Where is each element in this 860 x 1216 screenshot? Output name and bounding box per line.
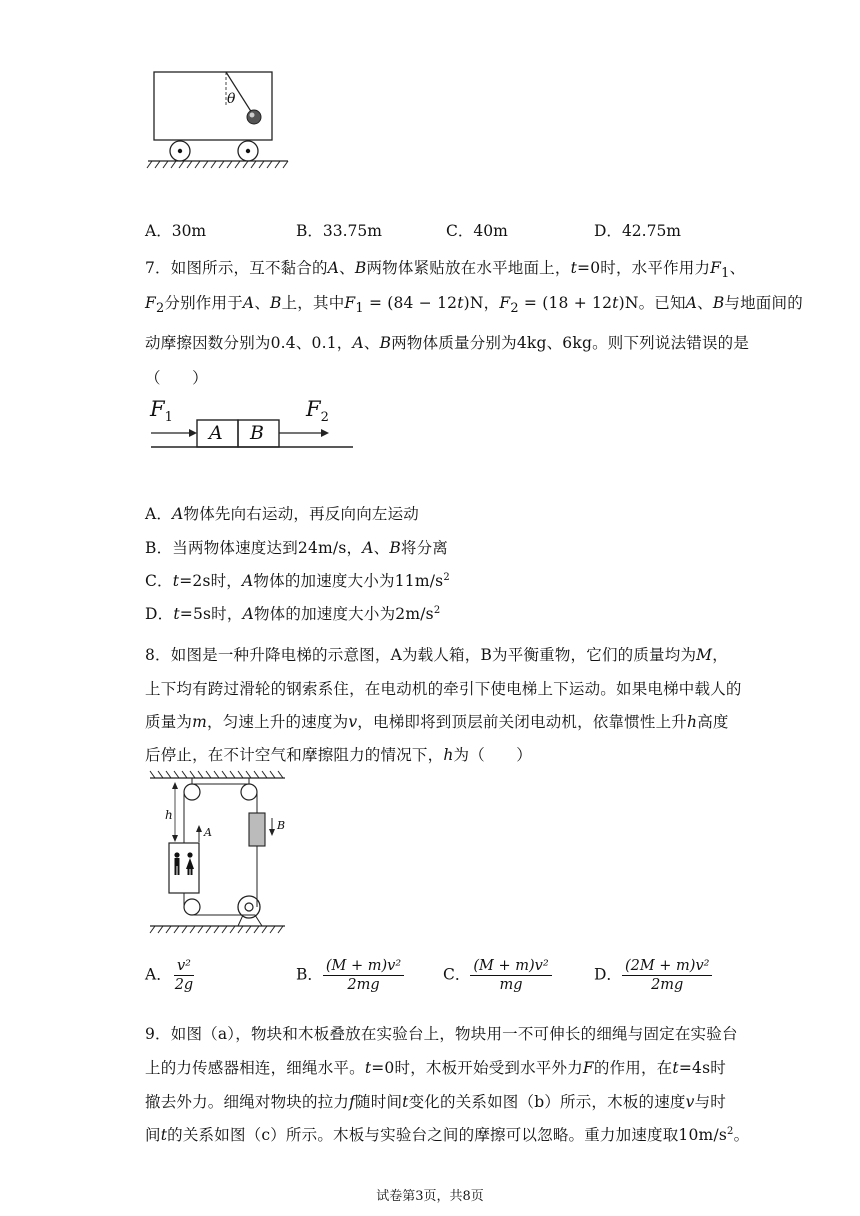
q7-answer-blank: （ ） xyxy=(145,369,208,387)
q8-option-a[interactable]: A． $\frac{\text{v²}}{2g}$ xyxy=(145,958,194,993)
q6-option-d[interactable]: D．42.75m xyxy=(594,222,682,240)
q7-option-a[interactable]: A．A物体先向右运动，再反向向左运动 xyxy=(145,505,420,523)
q9-stem-line-3: 撤去外力。细绳对物块的拉力f随时间t变化的关系如图（b）所示，木板的速度v与时 xyxy=(145,1093,726,1111)
f1-label: $F_1$ xyxy=(150,397,173,426)
page-footer: 试卷第3页，共8页 xyxy=(376,1189,484,1204)
block-b-label: B xyxy=(250,422,264,444)
cart-pendulum-figure xyxy=(140,65,300,175)
elevator-figure xyxy=(145,770,305,940)
q8-stem-line-1: 8．如图是一种升降电梯的示意图，A为载人箱，B为平衡重物，它们的质量均为M， xyxy=(145,646,728,664)
elevator-a-label: A xyxy=(204,826,212,839)
q8-stem-line-2: 上下均有跨过滑轮的钢索系住，在电动机的牵引下使电梯上下运动。如果电梯中载人的 xyxy=(145,680,742,698)
q7-stem-line-3: 动摩擦因数分别为0.4、0.1，A、B两物体质量分别为4kg、6kg。则下列说法错误的是 xyxy=(145,334,750,352)
q7-option-b[interactable]: B．当两物体速度达到24m/s，A、B将分离 xyxy=(145,539,449,557)
q8-option-d[interactable]: D． $\frac{\text{(2M + m)v²}}{2mg}$ xyxy=(594,958,712,993)
q7-stem-line-1: 7．如图所示，互不黏合的A、B两物体紧贴放在水平地面上，t=0时，水平作用力$F_1$、 xyxy=(145,259,746,282)
q8-stem-line-3: 质量为m，匀速上升的速度为v，电梯即将到顶层前关闭电动机，依靠惯性上升h高度 xyxy=(145,713,729,731)
f2-label: $F_2$ xyxy=(306,397,329,426)
elevator-b-label: B xyxy=(277,819,286,832)
q7-option-d[interactable]: D．t=5s时，A物体的加速度大小为$2m/s^2$ xyxy=(145,604,441,623)
q6-option-b[interactable]: B．33.75m xyxy=(296,222,382,240)
q6-option-c[interactable]: C．40m xyxy=(446,222,508,240)
block-a-label: A xyxy=(209,422,223,444)
q8-option-c[interactable]: C． $\frac{\text{(M + m)v²}}{mg}$ xyxy=(443,958,552,993)
q7-stem-line-2: $F_2$分别作用于A、B上，其中$F_1 = (84 - 12t)N$，$F_2 = (18 + 12t)N$。已知A、B与地面间的 xyxy=(145,294,803,317)
elevator-h-label: h xyxy=(165,808,173,822)
q8-option-b[interactable]: B． $\frac{\text{(M + m)v²}}{2mg}$ xyxy=(296,958,404,993)
q7-option-c[interactable]: C．t=2s时，A物体的加速度大小为$11m/s^2$ xyxy=(145,571,450,590)
q8-stem-line-4: 后停止，在不计空气和摩擦阻力的情况下，h为（ ） xyxy=(145,746,533,764)
q6-option-a[interactable]: A．30m xyxy=(145,222,207,240)
q9-stem-line-1: 9．如图（a），物块和木板叠放在实验台上，物块用一不可伸长的细绳与固定在实验台 xyxy=(145,1025,738,1043)
q9-stem-line-2: 上的力传感器相连，细绳水平。t=0时，木板开始受到水平外力F的作用，在t=4s时 xyxy=(145,1059,726,1077)
theta-label: θ xyxy=(227,91,236,107)
q9-stem-line-4: 间t的关系如图（c）所示。木板与实验台之间的摩擦可以忽略。重力加速度取$10m/s^2$。 xyxy=(145,1125,750,1144)
